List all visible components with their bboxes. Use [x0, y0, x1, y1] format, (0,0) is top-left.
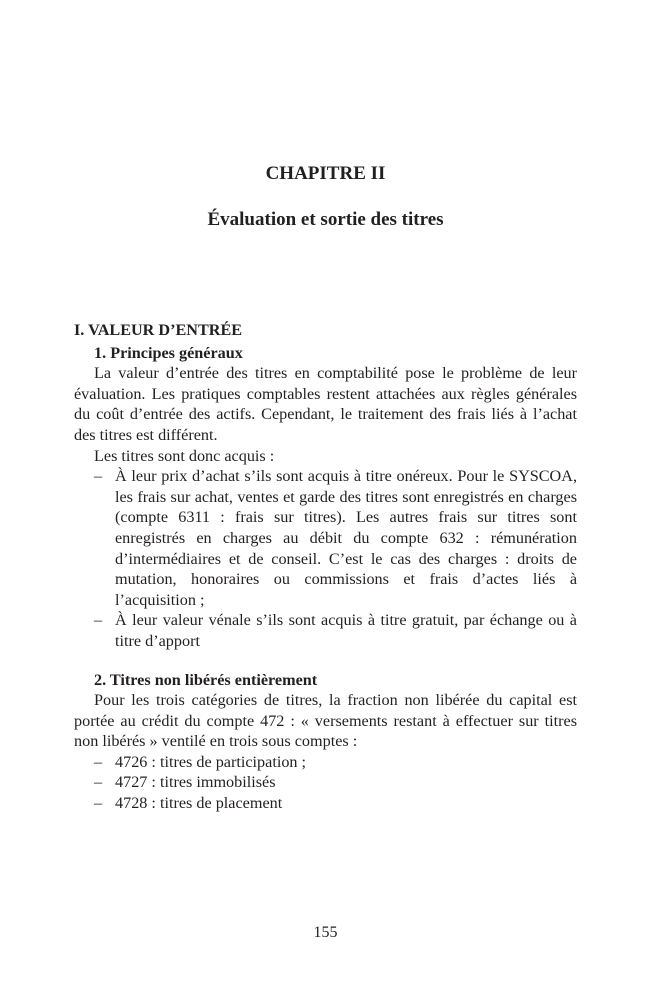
list-item: [74, 772, 577, 793]
section-heading: I. VALEUR D’ENTRÉE: [74, 321, 243, 339]
dash-marker: –: [94, 611, 103, 630]
list-item: [74, 793, 577, 814]
dash-marker: –: [94, 794, 103, 813]
paragraph-intro: Les titres sont donc acquis :: [94, 446, 275, 465]
dash-marker: –: [94, 467, 103, 486]
list-item-text: 4728 : titres de placement: [115, 794, 283, 813]
chapter-label: CHAPITRE II: [265, 163, 386, 184]
list-item: [74, 466, 577, 610]
chapter-title: Évaluation et sortie des titres: [207, 209, 444, 230]
acquisition-list: [74, 466, 577, 651]
paragraph-entry-value: La valeur d’entrée des titres en comptabilité pose le problème de leur évaluation. Les pratiques comptables restent attachées aux règles générales du coût d’entrée des actifs. Cependant, le traitement des frais liés à l’achat des titres est différent.: [74, 364, 577, 444]
list-item-text: 4727 : titres immobilisés: [115, 773, 276, 792]
sub-accounts-list: [74, 752, 577, 814]
dash-marker: –: [94, 752, 103, 771]
paragraph-unpaid-titles: Pour les trois catégories de titres, la fraction non libérée du capital est portée au crédit du compte 472 : « versements restant à effectuer sur titres non libérés » ventilé en trois sous comptes :: [74, 691, 577, 751]
spacer: [74, 652, 577, 670]
page-content: [74, 320, 577, 814]
subsection-heading-unpaid: 2. Titres non libérés entièrement: [94, 670, 318, 689]
page-number: 155: [313, 924, 338, 941]
dash-marker: –: [94, 773, 103, 792]
list-item: [74, 752, 577, 773]
list-item-text: À leur prix d’achat s’ils sont acquis à titre onéreux. Pour le SYSCOA, les frais sur achat, ventes et garde des titres sont enregistrés en charges (compte 6311 : frais sur titres). Les autres frais sur titres sont enregistrés en charges au débit du compte 632 : rémunération d’intermédiaires et de conseil. C’est le cas des charges : droits de mutation, honoraires ou commissions et frais d’actes liés à l’acquisition ;: [115, 467, 577, 609]
list-item: [74, 610, 577, 651]
list-item-text: À leur valeur vénale s’ils sont acquis à titre gratuit, par échange ou à titre d’apport: [115, 611, 577, 650]
subsection-heading-principles: 1. Principes généraux: [94, 343, 243, 362]
list-item-text: 4726 : titres de participation ;: [115, 752, 307, 771]
